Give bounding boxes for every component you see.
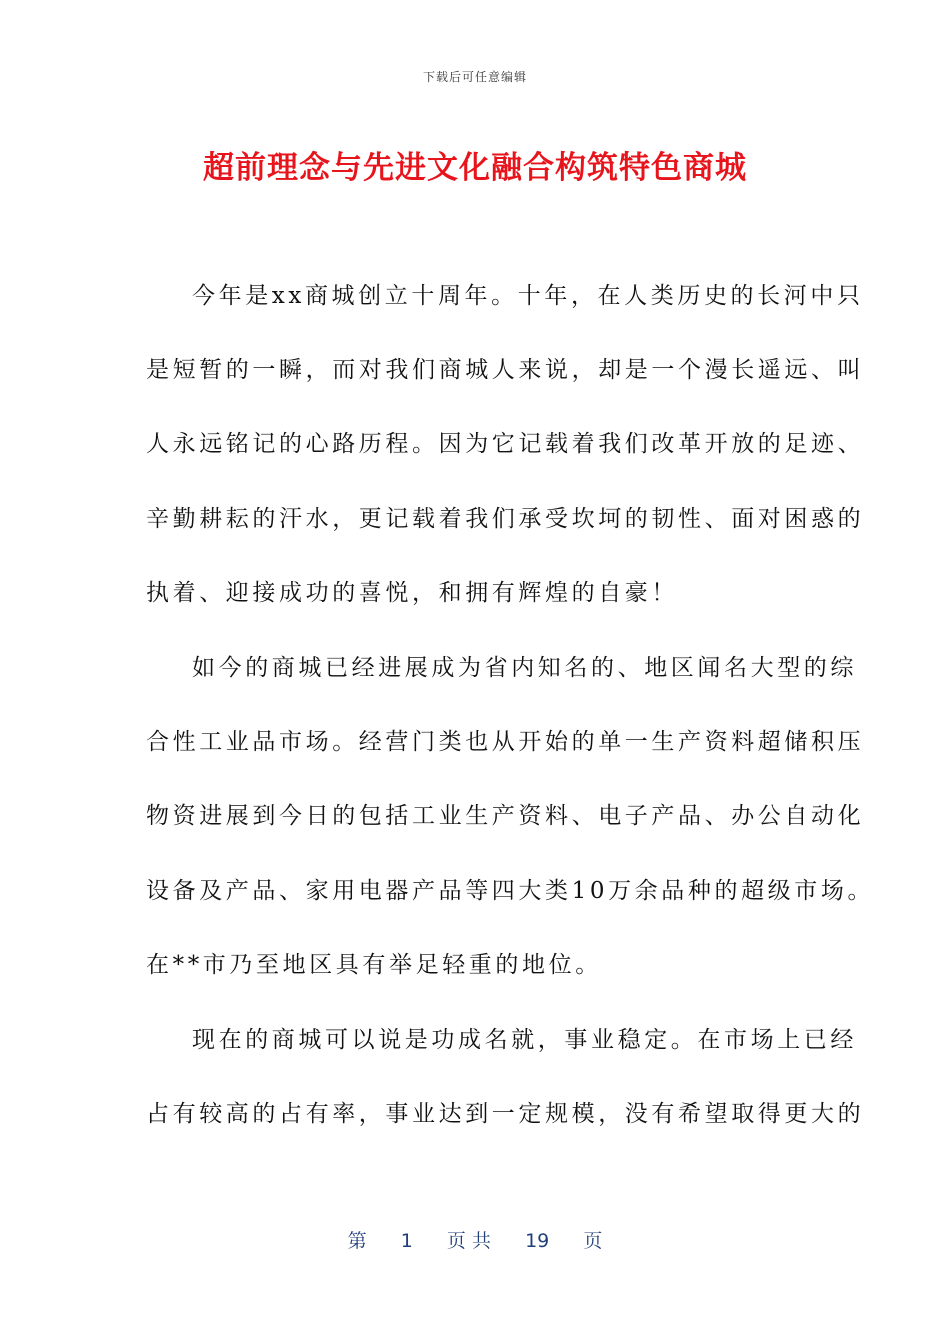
- footer-total-pages: 19: [525, 1230, 550, 1252]
- body-line: 物资进展到今日的包括工业生产资料、电子产品、办公自动化: [146, 803, 865, 829]
- body-line: 如今的商城已经进展成为省内知名的、地区闻名大型的综: [192, 655, 857, 681]
- footer-middle: 页 共: [446, 1230, 491, 1252]
- body-line: 人永远铭记的心路历程。因为它记载着我们改革开放的足迹、: [146, 431, 865, 457]
- page-footer: [0, 1226, 950, 1253]
- body-line: 是短暂的一瞬，而对我们商城人来说，却是一个漫长遥远、叫: [146, 357, 865, 383]
- document-title: 超前理念与先进文化融合构筑特色商城: [203, 150, 747, 186]
- body-line: 在**市乃至地区具有举足轻重的地位。: [146, 952, 602, 978]
- footer-prefix: 第: [347, 1230, 367, 1252]
- body-line: 今年是xx商城创立十周年。十年，在人类历史的长河中只: [192, 283, 864, 309]
- footer-current-page: 1: [400, 1230, 413, 1252]
- body-line: 占有较高的占有率，事业达到一定规模，没有希望取得更大的: [146, 1101, 865, 1127]
- body-line: 设备及产品、家用电器产品等四大类10万余品种的超级市场。: [146, 878, 875, 904]
- body-line: 执着、迎接成功的喜悦，和拥有辉煌的自豪！: [146, 580, 678, 606]
- footer-suffix: 页: [583, 1230, 603, 1252]
- body-line: 合性工业品市场。经营门类也从开始的单一生产资料超储积压: [146, 729, 865, 755]
- download-note: 下载后可任意编辑: [422, 70, 527, 84]
- body-line: 辛勤耕耘的汗水，更记载着我们承受坎坷的韧性、面对困惑的: [146, 506, 865, 532]
- body-line: 现在的商城可以说是功成名就，事业稳定。在市场上已经: [192, 1027, 857, 1053]
